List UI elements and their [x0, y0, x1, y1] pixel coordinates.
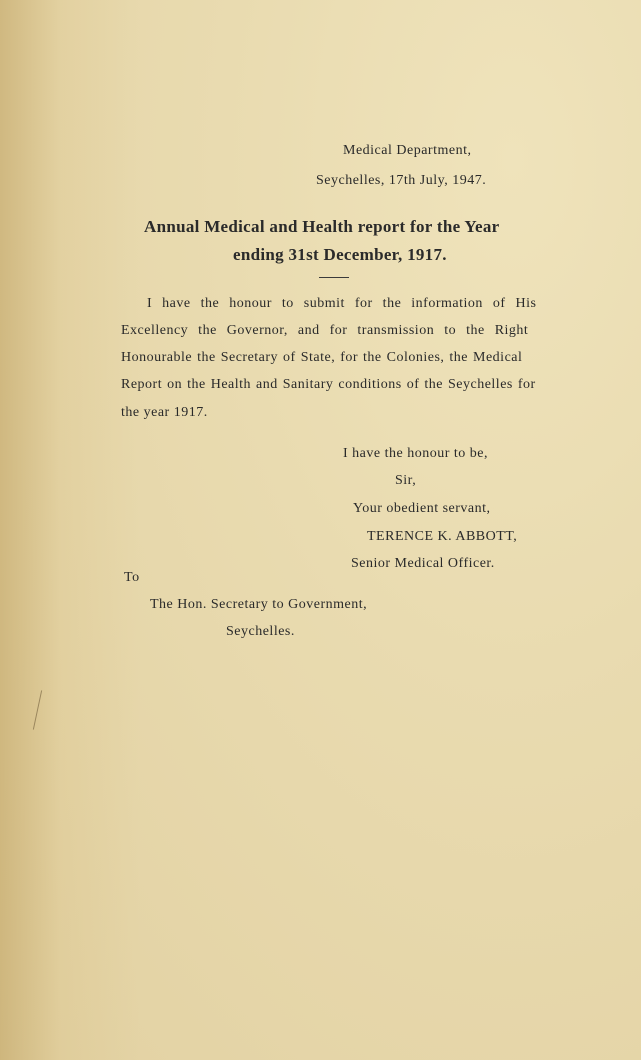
department-line: Medical Department,: [343, 143, 472, 158]
signatory-name: TERENCE K. ABBOTT,: [367, 529, 518, 544]
body-line-5: the year 1917.: [121, 405, 208, 420]
body-line-3: Honourable the Secretary of State, for the Colonies, the Medical: [121, 350, 523, 365]
closing-line: I have the honour to be,: [343, 446, 488, 461]
obedient-servant-line: Your obedient servant,: [353, 501, 491, 516]
body-line-2: Excellency the Governor, and for transmission to the Right: [121, 323, 529, 338]
paper-crease-mark: [33, 690, 42, 729]
addressee-recipient: The Hon. Secretary to Government,: [150, 597, 368, 612]
place-date-line: Seychelles, 17th July, 1947.: [316, 173, 487, 188]
title-divider: [319, 277, 349, 278]
salutation: Sir,: [395, 473, 417, 488]
body-line-4: Report on the Health and Sanitary conditions of the Seychelles for: [121, 377, 536, 392]
addressee-to: To: [124, 570, 140, 585]
report-title-line2: ending 31st December, 1917.: [233, 245, 447, 264]
report-title-line1: Annual Medical and Health report for the Year: [144, 217, 500, 236]
addressee-place: Seychelles.: [226, 624, 295, 639]
body-line-1: I have the honour to submit for the information of His: [147, 296, 537, 311]
signatory-position: Senior Medical Officer.: [351, 556, 495, 571]
